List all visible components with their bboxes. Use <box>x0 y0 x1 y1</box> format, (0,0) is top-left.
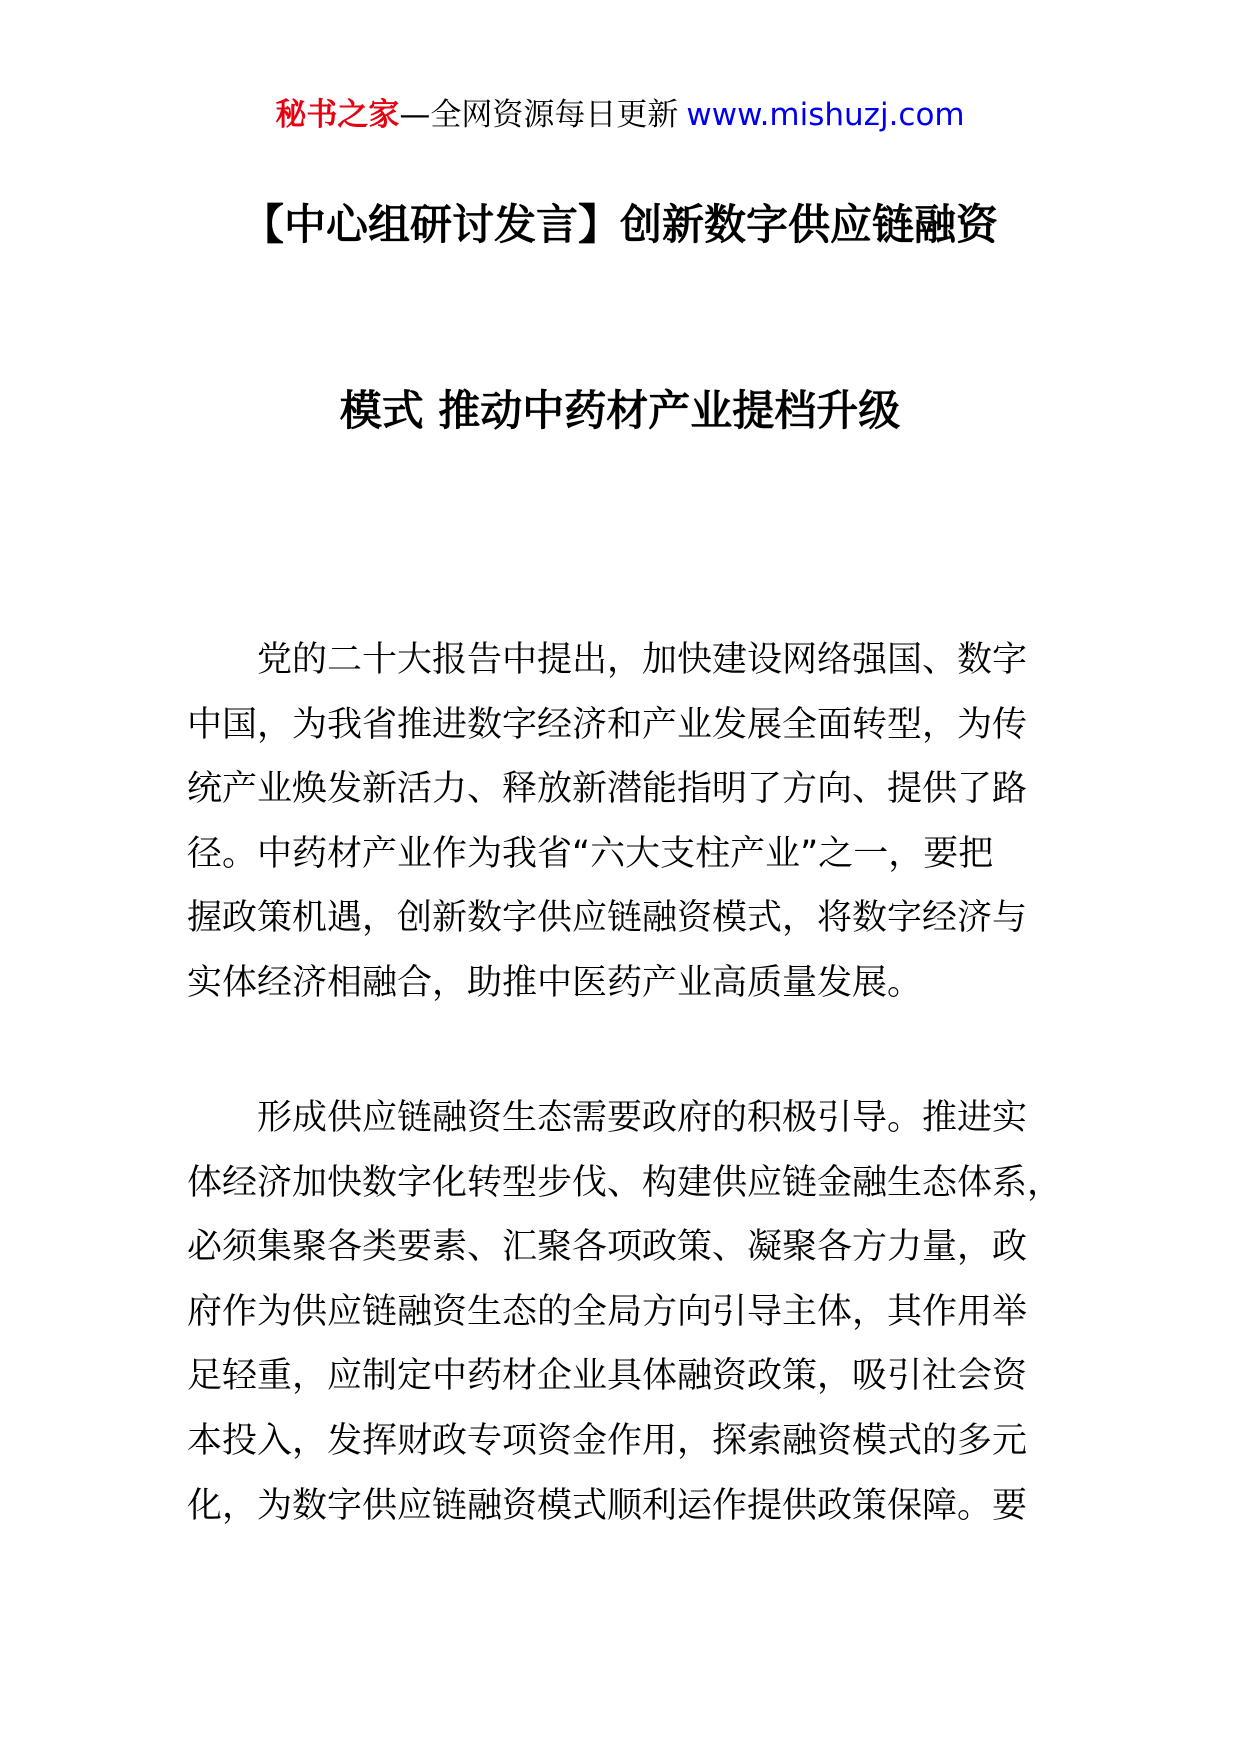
paragraph-line: 实体经济相融合，助推中医药产业高质量发展。 <box>187 962 923 1003</box>
paragraph-line: 体经济加快数字化转型步伐、构建供应链金融生态体系， <box>187 1162 1063 1203</box>
paragraph-line: 形成供应链融资生态需要政府的积极引导。推进实 <box>257 1098 1028 1138</box>
paragraph-line: 党的二十大报告中提出，加快建设网络强国、数字 <box>257 640 1028 680</box>
body-paragraph-2 <box>187 1086 1087 1538</box>
document-title-line-2: 模式 推动中药材产业提档升级 <box>339 386 901 435</box>
paragraph-line: 统产业焕发新活力、释放新潜能指明了方向、提供了路 <box>187 769 1028 810</box>
paragraph-line: 府作为供应链融资生态的全局方向引导主体，其作用举 <box>187 1291 1028 1332</box>
document-title-line-1: 【中心组研讨发言】创新数字供应链融资 <box>241 200 998 249</box>
header-tagline: —全网资源每日更新 <box>399 97 679 133</box>
paragraph-line: 足轻重，应制定中药材企业具体融资政策，吸引社会资 <box>187 1356 1028 1397</box>
paragraph-line: 化，为数字供应链融资模式顺利运作提供政策保障。要 <box>187 1485 1028 1526</box>
paragraph-line: 必须集聚各类要素、汇聚各项政策、凝聚各方力量，政 <box>187 1227 1028 1268</box>
paragraph-line: 握政策机遇，创新数字供应链融资模式，将数字经济与 <box>187 898 1028 939</box>
paragraph-line: 本投入，发挥财政专项资金作用，探索融资模式的多元 <box>187 1420 1028 1461</box>
body-paragraph-1 <box>187 628 1087 1016</box>
paragraph-line: 中国，为我省推进数字经济和产业发展全面转型，为传 <box>187 704 1028 745</box>
site-url-link[interactable]: www.mishuzj.com <box>686 97 965 133</box>
paragraph-line: 径。中药材产业作为我省“六大支柱产业”之一，要把 <box>187 833 994 874</box>
document-header <box>0 95 1240 135</box>
brand-name: 秘书之家 <box>275 97 400 133</box>
